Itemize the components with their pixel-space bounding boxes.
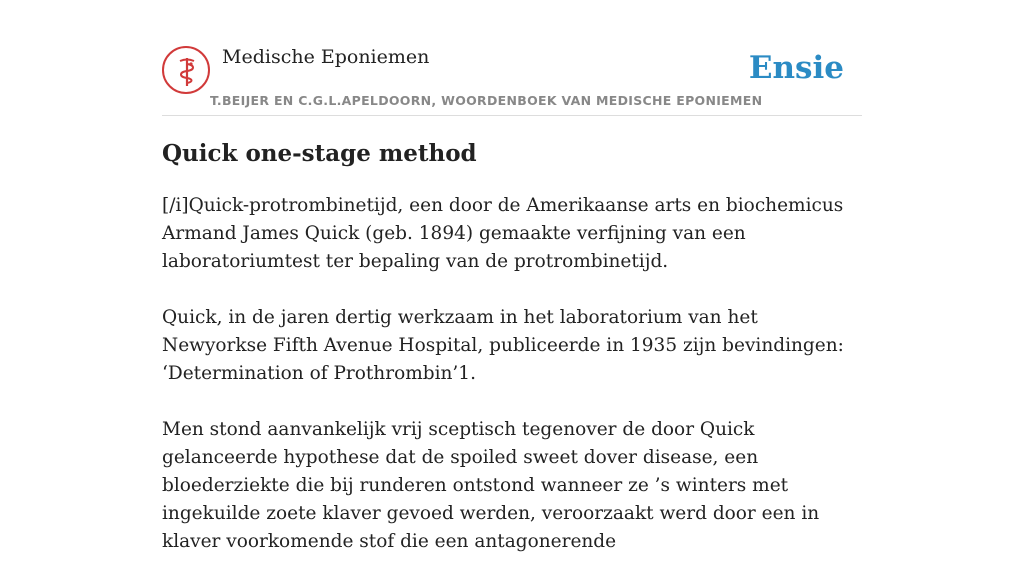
- book-authors: T.BEIJER EN C.G.L.APELDOORN, WOORDENBOEK VAN MEDISCHE EPONIEMEN: [210, 93, 763, 108]
- brand-logo[interactable]: Ensie: [748, 50, 844, 86]
- caduceus-icon: [174, 55, 200, 87]
- article-title: Quick one-stage method: [162, 140, 477, 167]
- logo[interactable]: [162, 46, 210, 94]
- paragraph-3: Men stond aanvankelijk vrij sceptisch tegenover de door Quick gelanceerde hypothese dat de spoiled sweet dover disease, een bloederziekte die bij runderen ontstond wanneer ze ’s winters met ingekuilde zoete klaver gevoed werden, veroorzaakt werd door een in klaver voorkomende stof die een antagonerende: [162, 419, 820, 552]
- site-header: [162, 46, 862, 116]
- article-body: [162, 192, 862, 584]
- paragraph-2: Quick, in de jaren dertig werkzaam in het laboratorium van het Newyorkse Fifth Avenue Hospital, publiceerde in 1935 zijn bevindingen: ‘Determination of Prothrombin’1.: [162, 307, 844, 384]
- paragraph-1: [/i]Quick-protrombinetijd, een door de Amerikaanse arts en biochemicus Armand James Quick (geb. 1894) gemaakte verfijning van een laboratoriumtest ter bepaling van de protrombinetijd.: [162, 195, 844, 272]
- book-title[interactable]: Medische Eponiemen: [222, 46, 430, 68]
